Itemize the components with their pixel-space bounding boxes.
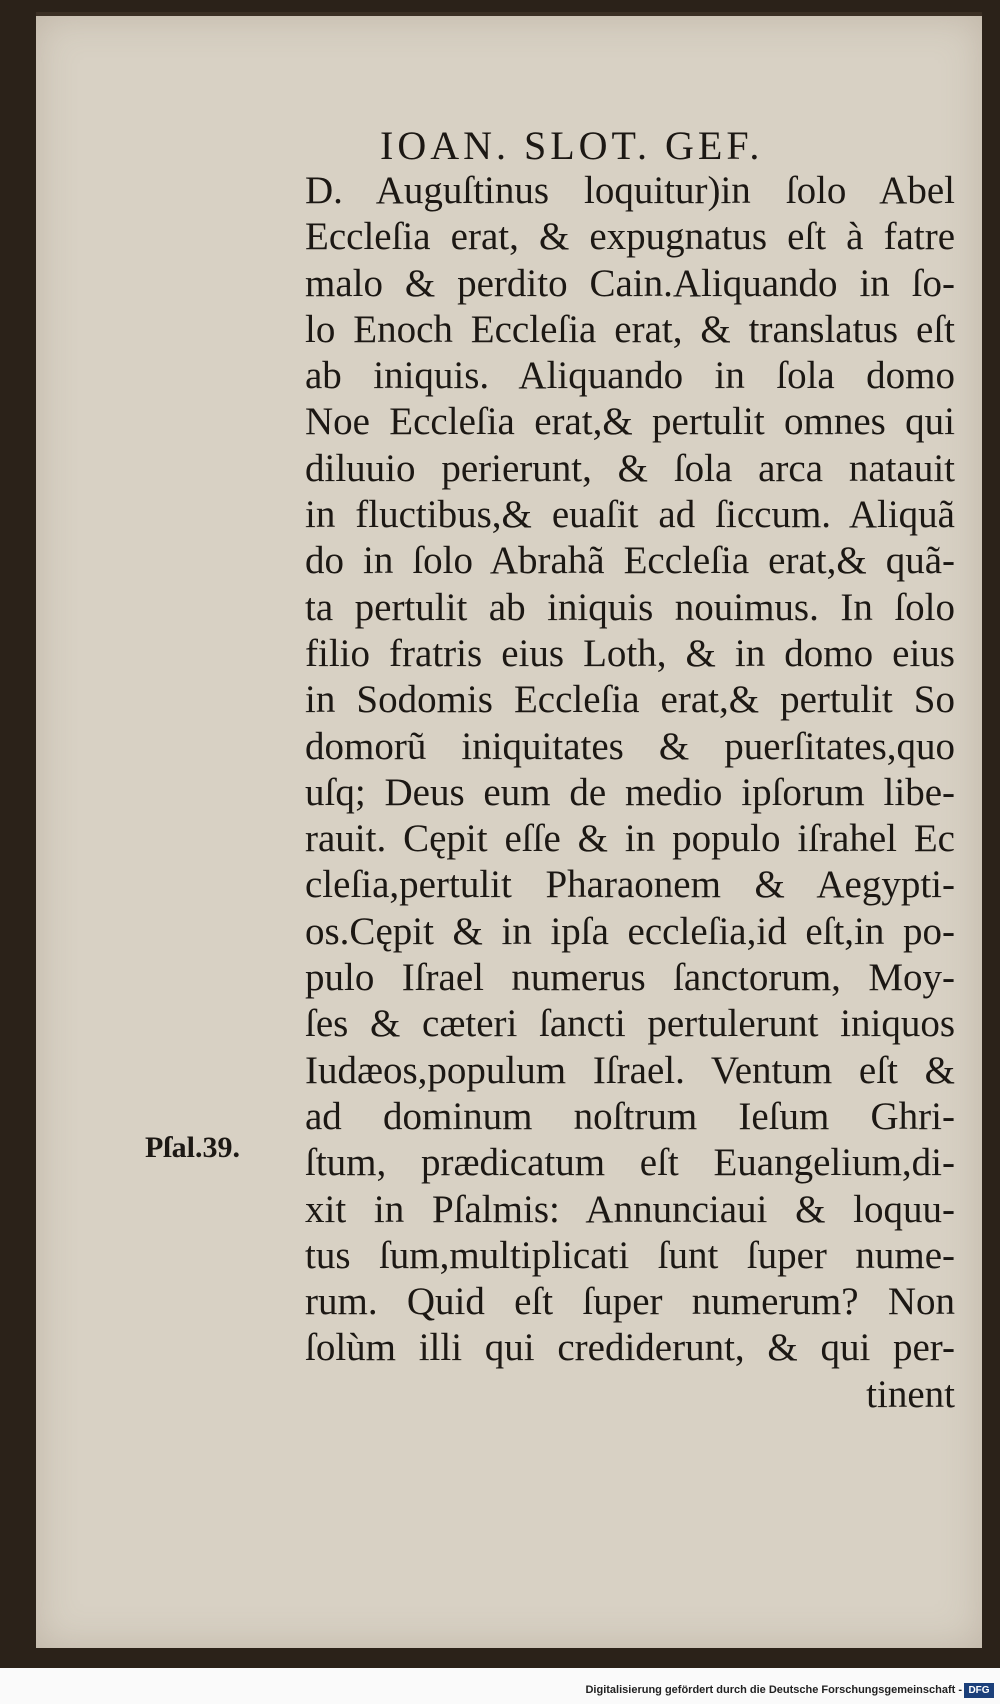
text-line: rum. Quid eſt ſuper numerum? Non bbox=[305, 1280, 955, 1324]
text-line: in Sodomis Eccleſia erat,& pertulit So bbox=[305, 678, 955, 722]
text-line: os.Cępit & in ipſa eccleſia,id eſt,in po- bbox=[305, 909, 955, 953]
margin-note: Pſal.39. bbox=[145, 1131, 240, 1164]
text-line: filio fratris eius Loth, & in domo eius bbox=[305, 631, 955, 675]
text-line: malo & perdito Cain.Aliquando in ſo- bbox=[305, 261, 955, 305]
text-line: cleſia,pertulit Pharaonem & Aegypti- bbox=[305, 863, 955, 907]
text-line: ſtum, prædicatum eſt Euangelium,di- bbox=[305, 1141, 955, 1185]
text-line: pulo Iſrael numerus ſanctorum, Moy- bbox=[305, 956, 955, 1000]
text-line: Eccleſia erat, & expugnatus eſt à fatre bbox=[305, 215, 955, 259]
text-line: in fluctibus,& euaſit ad ſiccum. Aliquã bbox=[305, 493, 955, 537]
text-line: D. Auguſtinus loquitur)in ſolo Abel bbox=[305, 169, 955, 212]
text-line: Noe Eccleſia erat,& pertulit omnes qui bbox=[305, 400, 955, 444]
text-line: tus ſum,multiplicati ſunt ſuper nume- bbox=[305, 1233, 955, 1277]
running-head: IOAN. SLOT. GEF. bbox=[380, 123, 764, 168]
text-line: Iudæos,populum Iſrael. Ventum eſt & bbox=[305, 1048, 955, 1092]
text-line: ta pertulit ab iniquis nouimus. In ſolo bbox=[305, 585, 955, 629]
text-line: lo Enoch Eccleſia erat, & translatus eſt bbox=[305, 307, 955, 351]
body-text bbox=[305, 168, 955, 1418]
text-line: ſolùm illi qui crediderunt, & qui per- bbox=[305, 1326, 955, 1370]
text-line: do in ſolo Abrahã Eccleſia erat,& quã- bbox=[305, 539, 955, 583]
text-line: rauit. Cępit eſſe & in populo iſrahel Ec bbox=[305, 817, 955, 861]
catchword: tinent bbox=[866, 1372, 955, 1416]
text-line: diluuio perierunt, & ſola arca natauit bbox=[305, 446, 955, 490]
dfg-logo: DFG bbox=[964, 1683, 994, 1698]
text-line: uſq; Deus eum de medio ipſorum libe- bbox=[305, 770, 955, 814]
digitization-credit: Digitalisierung gefördert durch die Deutsche Forschungsgemeinschaft - bbox=[585, 1684, 962, 1696]
text-line: xit in Pſalmis: Annunciaui & loquu- bbox=[305, 1187, 955, 1231]
text-line: domorũ iniquitates & puerſitates,quo bbox=[305, 724, 955, 768]
text-line: ad dominum noſtrum Ieſum Ghri- bbox=[305, 1094, 955, 1138]
text-line: ſes & cæteri ſancti pertulerunt iniquos bbox=[305, 1002, 955, 1046]
text-line: ab iniquis. Aliquando in ſola domo bbox=[305, 354, 955, 398]
